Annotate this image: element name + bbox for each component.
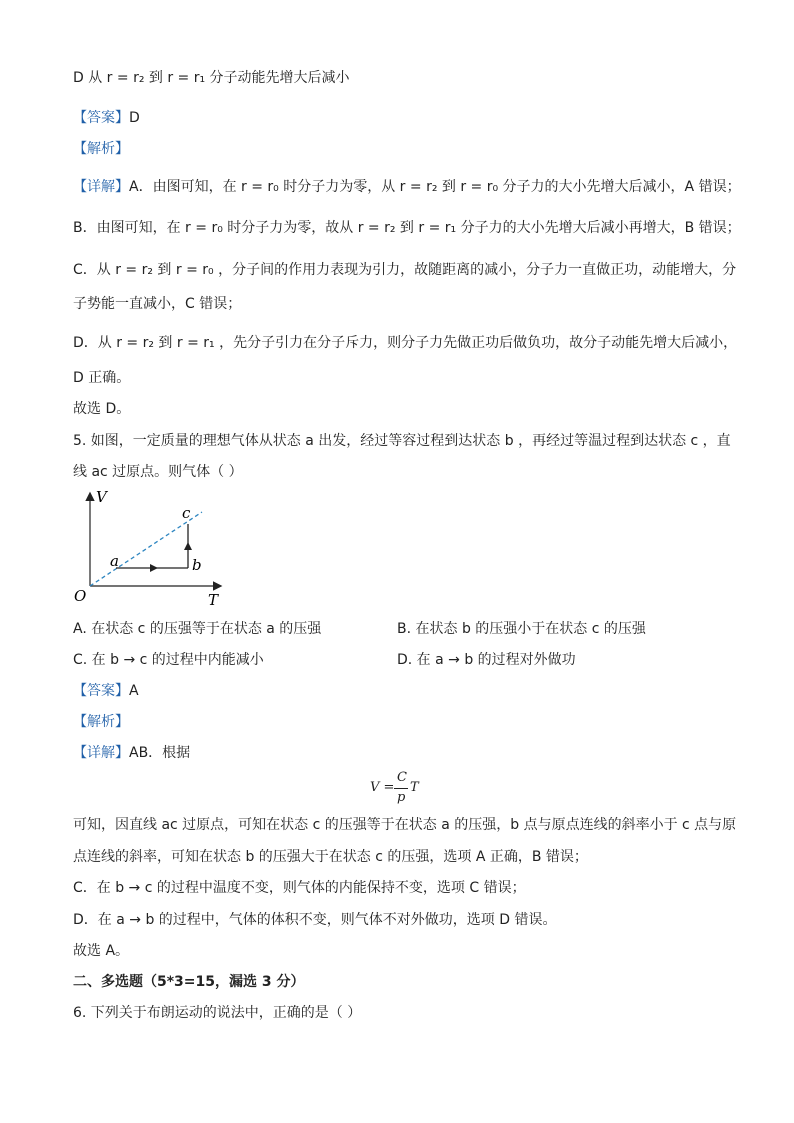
analysis-tag-5: 【解析】 [73, 714, 129, 730]
option-d-previous: D 从 r = r₂ 到 r = r₁ 分子动能先增大后减小 [73, 70, 350, 86]
explanation-3: C．在 b → c 的过程中温度不变，则气体的内能保持不变，选项 C 错误； [73, 880, 526, 896]
formula-v-equals-c-over-p-t [370, 770, 440, 810]
explanation-4: D．在 a → b 的过程中，气体的体积不变，则气体不对外做功，选项 D 错误。 [73, 912, 557, 928]
label-o: O [74, 587, 87, 605]
explanation-2: 点连线的斜率，可知在状态 b 的压强大于在状态 c 的压强，选项 A 正确，B 错误； [73, 849, 588, 865]
option-d: D. 在 a → b 的过程对外做功 [397, 652, 576, 668]
question-5-line-1: 5. 如图，一定质量的理想气体从状态 a 出发，经过等容过程到达状态 b ，再经过等温过程到达状态 c ，直 [73, 433, 731, 449]
explanation-1: 可知，因直线 ac 过原点，可知在状态 c 的压强等于在状态 a 的压强，b 点与原点连线的斜率小于 c 点与原 [73, 817, 737, 833]
detail-tag-5: 【详解】 [73, 745, 129, 761]
answer-line-previous [73, 108, 140, 128]
analysis-tag: 【解析】 [73, 141, 129, 157]
detail-line-d2: D 正确。 [73, 370, 131, 386]
answer-tag-5: 【答案】 [73, 683, 129, 699]
formula-denominator: p [397, 790, 406, 805]
label-b: b [192, 556, 202, 574]
answer-tag: 【答案】 [73, 110, 129, 126]
label-t: T [208, 591, 219, 609]
option-a: A. 在状态 c 的压强等于在状态 a 的压强 [73, 621, 322, 637]
label-v: V [96, 488, 107, 506]
vt-diagram [70, 488, 230, 610]
conclusion-previous: 故选 D。 [73, 401, 131, 417]
section-heading: 二、多选题（5*3=15，漏选 3 分） [73, 974, 305, 990]
detail-intro: AB．根据 [129, 745, 191, 761]
formula-lhs: V = [370, 780, 395, 795]
detail-line-d1: D．从 r = r₂ 到 r = r₁ ，先分子引力在分子斥力，则分子力先做正功后做负功，故分子动能先增大后减小， [73, 335, 738, 351]
formula-tail: T [410, 780, 419, 795]
detail-line-c1: C．从 r = r₂ 到 r = r₀ ，分子间的作用力表现为引力，故随距离的减小，分子力一直做正功，动能增大，分 [73, 262, 737, 278]
arrow-a-to-b [150, 564, 158, 572]
answer-line [73, 681, 139, 701]
label-c: c [182, 504, 191, 522]
answer-value-5: A [129, 683, 139, 699]
question-5-line-2: 线 ac 过原点。则气体（ ） [73, 464, 243, 480]
detail-tag: 【详解】 [73, 179, 129, 195]
question-6: 6. 下列关于布朗运动的说法中，正确的是（ ） [73, 1005, 362, 1021]
formula-numerator: C [397, 770, 407, 785]
fraction-bar [394, 788, 408, 789]
detail-line-a [73, 177, 741, 197]
conclusion: 故选 A。 [73, 943, 130, 959]
option-b: B. 在状态 b 的压强小于在状态 c 的压强 [397, 621, 646, 637]
option-c: C. 在 b → c 的过程中内能减小 [73, 652, 264, 668]
answer-value: D [129, 110, 140, 126]
detail-line-ab [73, 743, 190, 763]
detail-line-b: B．由图可知，在 r = r₀ 时分子力为零，故从 r = r₂ 到 r = r₁ 分子力的大小先增大后减小再增大，B 错误； [73, 220, 741, 236]
label-a: a [110, 552, 119, 570]
detail-line-c2: 子势能一直减小，C 错误； [73, 296, 242, 312]
detail-text-a: A．由图可知，在 r = r₀ 时分子力为零，从 r = r₂ 到 r = r₀ 分子力的大小先增大后减小，A 错误； [129, 179, 741, 195]
arrow-b-to-c [184, 542, 192, 550]
